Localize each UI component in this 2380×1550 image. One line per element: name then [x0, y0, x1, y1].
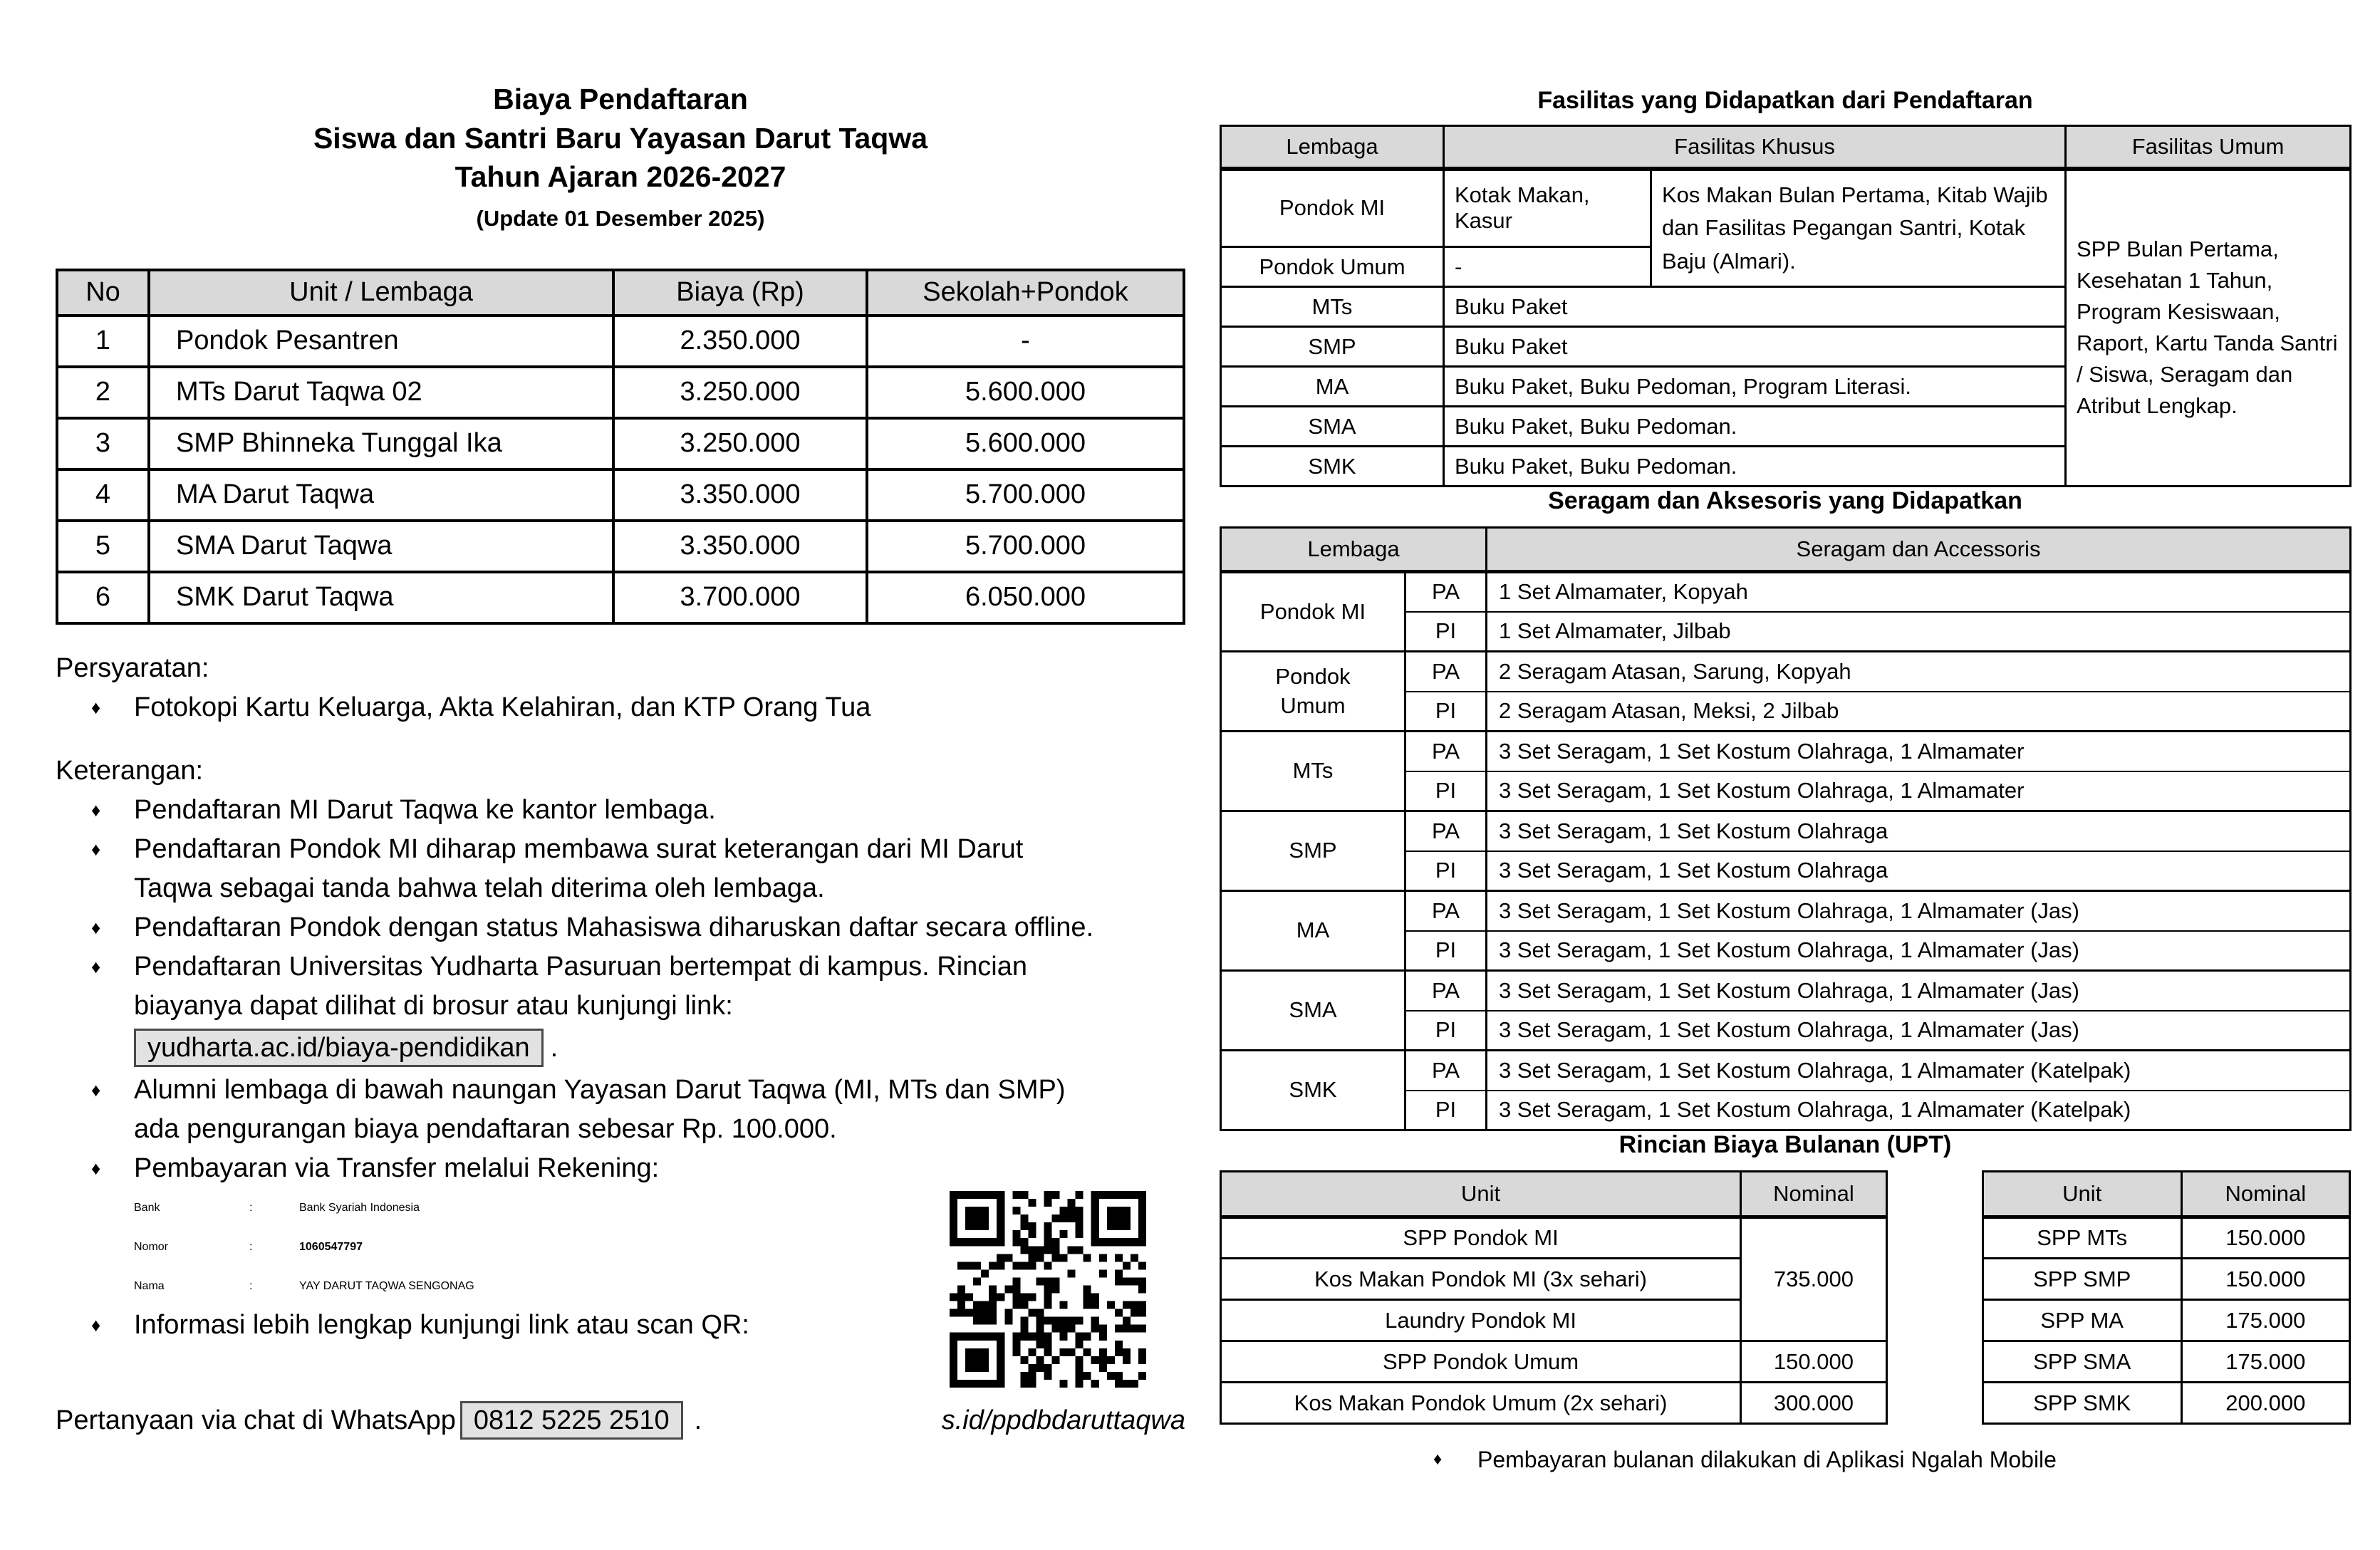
cell-kombo: 5.700.000 — [867, 469, 1184, 521]
cell-lembaga: SMA — [1221, 971, 1405, 1051]
cell-khusus: Kotak Makan, Kasur — [1444, 169, 1651, 247]
table-row — [1221, 971, 2351, 1011]
cell-unit: MA Darut Taqwa — [149, 469, 613, 521]
title-line-2: Siswa dan Santri Baru Yayasan Darut Taqwa — [313, 121, 928, 155]
cell-lembaga: SMA — [1221, 407, 1444, 447]
cell-lembaga: MTs — [1221, 287, 1444, 327]
cell-unit: Laundry Pondok MI — [1221, 1300, 1741, 1341]
cell-nominal: 175.000 — [2181, 1341, 2349, 1383]
fee-header-unit: Unit / Lembaga — [149, 270, 613, 316]
cell-pi: PI — [1405, 771, 1487, 811]
table-row — [57, 418, 1184, 469]
table-row — [1983, 1259, 2349, 1300]
uniforms-header-row — [1221, 528, 2351, 572]
punctuation: . — [694, 1405, 702, 1435]
cell-khusus: - — [1444, 247, 1651, 287]
table-row — [1221, 811, 2351, 851]
fac-header-lembaga: Lembaga — [1221, 126, 1444, 169]
title-line-1: Biaya Pendaftaran — [493, 83, 748, 115]
table-row — [1221, 732, 2351, 771]
cell-kombo: 5.600.000 — [867, 418, 1184, 469]
update-line: (Update 01 Desember 2025) — [476, 205, 765, 231]
cell-lembaga: Pondok MI — [1221, 169, 1444, 247]
cell-khusus-merged: Kos Makan Bulan Pertama, Kitab Wajib dan Fasilitas Pegangan Santri, Kotak Baju (Almari). — [1651, 169, 2066, 287]
cell-unit: SMP Bhinneka Tunggal Ika — [149, 418, 613, 469]
fac-header-umum: Fasilitas Umum — [2066, 126, 2351, 169]
title-line-3: Tahun Ajaran 2026-2027 — [454, 160, 786, 194]
fee-header-biaya: Biaya (Rp) — [613, 270, 867, 316]
cell-nominal: 300.000 — [1741, 1383, 1887, 1424]
cell-lembaga: MA — [1221, 367, 1444, 407]
uniforms-table — [1220, 526, 2352, 1131]
page-title — [56, 80, 1185, 233]
colon: : — [249, 1240, 253, 1253]
bank-label: Bank — [134, 1201, 160, 1214]
colon: : — [249, 1279, 253, 1292]
table-row — [1983, 1341, 2349, 1383]
cell-lembaga: SMP — [1221, 811, 1405, 891]
table-row — [1221, 1341, 1887, 1383]
cell-pa: PA — [1405, 811, 1487, 851]
monthly-left-header-row — [1221, 1172, 1887, 1217]
table-row — [1983, 1300, 2349, 1341]
table-row — [1221, 1383, 1887, 1424]
diamond-bullet-icon: ♦ — [1433, 1450, 1443, 1469]
cell-pa: PA — [1405, 891, 1487, 931]
cell-items: 1 Set Almamater, Jilbab — [1487, 612, 2351, 652]
whatsapp-line — [56, 1401, 702, 1440]
list-item — [56, 688, 1103, 727]
cell-unit: SMK Darut Taqwa — [149, 572, 613, 623]
cell-lembaga: MTs — [1221, 732, 1405, 811]
table-row — [57, 521, 1184, 572]
fee-header-no: No — [57, 270, 149, 316]
cell-nominal: 150.000 — [2181, 1217, 2349, 1259]
facilities-header-row — [1221, 126, 2351, 169]
list-item-text: Fotokopi Kartu Keluarga, Akta Kelahiran, dan KTP Orang Tua — [134, 692, 871, 722]
info-list — [56, 1306, 1103, 1345]
cell-no: 1 — [57, 316, 149, 367]
whatsapp-number[interactable]: 0812 5225 2510 — [460, 1401, 683, 1440]
list-item — [56, 947, 1103, 1068]
whatsapp-prefix: Pertanyaan via chat di WhatsApp — [56, 1405, 456, 1435]
cell-no: 4 — [57, 469, 149, 521]
diamond-bullet-icon: ♦ — [91, 1078, 101, 1101]
cell-items: 3 Set Seragam, 1 Set Kostum Olahraga — [1487, 811, 2351, 851]
monthly-tables — [1220, 1170, 2351, 1425]
cell-items: 3 Set Seragam, 1 Set Kostum Olahraga — [1487, 851, 2351, 891]
table-row — [1983, 1383, 2349, 1424]
qr-caption-link[interactable]: s.id/ppdbdaruttaqwa — [941, 1405, 1185, 1435]
cell-khusus: Buku Paket, Buku Pedoman. — [1444, 407, 2066, 447]
cell-biaya: 2.350.000 — [613, 316, 867, 367]
cell-biaya: 3.700.000 — [613, 572, 867, 623]
cell-items: 1 Set Almamater, Kopyah — [1487, 572, 2351, 612]
cell-items: 3 Set Seragam, 1 Set Kostum Olahraga, 1 Almamater (Jas) — [1487, 1011, 2351, 1051]
table-row — [1221, 169, 2351, 247]
table-row — [1221, 1051, 2351, 1091]
cell-nominal: 150.000 — [1741, 1341, 1887, 1383]
diamond-bullet-icon: ♦ — [91, 799, 101, 821]
diamond-bullet-icon: ♦ — [91, 1314, 101, 1336]
cell-pi: PI — [1405, 931, 1487, 971]
registration-fee-table — [56, 269, 1185, 625]
table-row — [57, 572, 1184, 623]
cell-lembaga: Pondok MI — [1221, 572, 1405, 652]
cell-khusus: Buku Paket, Buku Pedoman. — [1444, 447, 2066, 487]
diamond-bullet-icon: ♦ — [91, 838, 101, 860]
account-number-value: 1060547797 — [299, 1240, 363, 1253]
bank-name-value: Bank Syariah Indonesia — [299, 1201, 420, 1214]
keterangan-list — [56, 791, 1103, 1188]
fac-header-khusus: Fasilitas Khusus — [1444, 126, 2066, 169]
bank-label: Nama — [134, 1279, 165, 1292]
cell-items: 3 Set Seragam, 1 Set Kostum Olahraga, 1 Almamater (Katelpak) — [1487, 1051, 2351, 1091]
list-item — [56, 830, 1103, 908]
list-item — [56, 908, 1103, 947]
diamond-bullet-icon: ♦ — [91, 916, 101, 938]
table-row — [1983, 1217, 2349, 1259]
list-item — [56, 1306, 1103, 1345]
cell-lembaga: SMP — [1221, 327, 1444, 367]
list-item-text: Pendaftaran Pondok dengan status Mahasiswa diharuskan daftar secara offline. — [134, 912, 1094, 942]
list-item-text: Informasi lebih lengkap kunjungi link atau scan QR: — [134, 1309, 749, 1340]
keterangan-heading: Keterangan: — [56, 755, 204, 786]
uniforms-title: Seragam dan Aksesoris yang Didapatkan — [1548, 487, 2022, 514]
facilities-title: Fasilitas yang Didapatkan dari Pendaftaran — [1537, 87, 2033, 114]
cell-pi: PI — [1405, 612, 1487, 652]
monthly-right-header-row — [1983, 1172, 2349, 1217]
account-holder-value: YAY DARUT TAQWA SENGONAG — [299, 1279, 474, 1292]
cell-items: 3 Set Seragam, 1 Set Kostum Olahraga, 1 Almamater (Katelpak) — [1487, 1091, 2351, 1130]
fee-header-kombo: Sekolah+Pondok — [867, 270, 1184, 316]
cell-pa: PA — [1405, 652, 1487, 692]
list-item-text: Pendaftaran Universitas Yudharta Pasuruan bertempat di kampus. Rincian biayanya dapat dilihat di brosur atau kunjungi link: — [134, 951, 1028, 1021]
cell-biaya: 3.350.000 — [613, 521, 867, 572]
cell-nominal-merged: 735.000 — [1741, 1217, 1887, 1341]
cell-lembaga: SMK — [1221, 447, 1444, 487]
table-row — [57, 316, 1184, 367]
cell-items: 3 Set Seragam, 1 Set Kostum Olahraga, 1 Almamater — [1487, 732, 2351, 771]
left-column — [56, 80, 1185, 1435]
cell-khusus: Buku Paket — [1444, 327, 2066, 367]
table-row — [1221, 572, 2351, 612]
table-row — [1221, 891, 2351, 931]
cell-unit: SPP MTs — [1983, 1217, 2181, 1259]
cell-items: 3 Set Seragam, 1 Set Kostum Olahraga, 1 Almamater (Jas) — [1487, 971, 2351, 1011]
colon: : — [249, 1201, 253, 1214]
link-line — [134, 1029, 1103, 1068]
table-row — [1221, 1217, 1887, 1259]
cell-umum-merged: SPP Bulan Pertama, Kesehatan 1 Tahun, Program Kesiswaan, Raport, Kartu Tanda Santri / Siswa, Seragam dan Atribut Lengkap. — [2066, 169, 2351, 487]
cell-khusus: Buku Paket — [1444, 287, 2066, 327]
monthly-footnote — [1220, 1443, 2351, 1476]
cell-lembaga: SMK — [1221, 1051, 1405, 1130]
list-item — [56, 1149, 1103, 1188]
cell-kombo: 6.050.000 — [867, 572, 1184, 623]
cell-no: 6 — [57, 572, 149, 623]
cell-biaya: 3.250.000 — [613, 418, 867, 469]
cell-nominal: 200.000 — [2181, 1383, 2349, 1424]
cell-pa: PA — [1405, 732, 1487, 771]
cell-unit: SPP MA — [1983, 1300, 2181, 1341]
cell-unit: SMA Darut Taqwa — [149, 521, 613, 572]
cell-items: 2 Seragam Atasan, Sarung, Kopyah — [1487, 652, 2351, 692]
m-header-nominal: Nominal — [1741, 1172, 1887, 1217]
monthly-left-table — [1220, 1170, 1888, 1425]
cell-unit: Kos Makan Pondok Umum (2x sehari) — [1221, 1383, 1741, 1424]
cell-items: 3 Set Seragam, 1 Set Kostum Olahraga, 1 Almamater (Jas) — [1487, 891, 2351, 931]
persyaratan-heading: Persyaratan: — [56, 652, 209, 683]
fee-table-header-row — [57, 270, 1184, 316]
cell-pi: PI — [1405, 851, 1487, 891]
diamond-bullet-icon: ♦ — [91, 1157, 101, 1179]
footnote-text: Pembayaran bulanan dilakukan di Aplikasi Ngalah Mobile — [1477, 1447, 2057, 1472]
yudharta-link[interactable]: yudharta.ac.id/biaya-pendidikan — [134, 1029, 544, 1067]
table-row — [57, 367, 1184, 418]
monthly-right-table — [1982, 1170, 2351, 1425]
cell-items: 2 Seragam Atasan, Meksi, 2 Jilbab — [1487, 692, 2351, 732]
cell-pa: PA — [1405, 572, 1487, 612]
cell-unit: SPP SMP — [1983, 1259, 2181, 1300]
cell-unit: SPP Pondok MI — [1221, 1217, 1741, 1259]
cell-kombo: 5.700.000 — [867, 521, 1184, 572]
list-item-text: Pendaftaran Pondok MI diharap membawa surat keterangan dari MI Darut Taqwa sebagai tanda bahwa telah diterima oleh lembaga. — [134, 833, 1024, 903]
qr-code-svg — [950, 1191, 1146, 1388]
cell-items: 3 Set Seragam, 1 Set Kostum Olahraga, 1 Almamater (Jas) — [1487, 931, 2351, 971]
cell-items: 3 Set Seragam, 1 Set Kostum Olahraga, 1 Almamater — [1487, 771, 2351, 811]
table-row — [1221, 652, 2351, 692]
right-column — [1220, 80, 2351, 1476]
cell-kombo: - — [867, 316, 1184, 367]
list-item-text: Pembayaran via Transfer melalui Rekening: — [134, 1153, 660, 1183]
list-item — [56, 791, 1103, 830]
cell-biaya: 3.250.000 — [613, 367, 867, 418]
cell-unit: SPP SMA — [1983, 1341, 2181, 1383]
cell-lembaga: MA — [1221, 891, 1405, 971]
cell-unit: Kos Makan Pondok MI (3x sehari) — [1221, 1259, 1741, 1300]
diamond-bullet-icon: ♦ — [91, 955, 101, 977]
m-header-unit: Unit — [1221, 1172, 1741, 1217]
cell-unit: MTs Darut Taqwa 02 — [149, 367, 613, 418]
cell-unit: SPP Pondok Umum — [1221, 1341, 1741, 1383]
m-header-nominal: Nominal — [2181, 1172, 2349, 1217]
cell-nominal: 150.000 — [2181, 1259, 2349, 1300]
cell-unit: SPP SMK — [1983, 1383, 2181, 1424]
cell-no: 3 — [57, 418, 149, 469]
facilities-table — [1220, 125, 2352, 487]
m-header-unit: Unit — [1983, 1172, 2181, 1217]
cell-pa: PA — [1405, 1051, 1487, 1091]
list-item-text: Pendaftaran MI Darut Taqwa ke kantor lembaga. — [134, 794, 716, 825]
cell-khusus: Buku Paket, Buku Pedoman, Program Literasi. — [1444, 367, 2066, 407]
bank-label: Nomor — [134, 1240, 169, 1253]
cell-kombo: 5.600.000 — [867, 367, 1184, 418]
punctuation: . — [550, 1032, 558, 1063]
table-row — [57, 469, 1184, 521]
cell-biaya: 3.350.000 — [613, 469, 867, 521]
list-item — [56, 1071, 1103, 1149]
diamond-bullet-icon: ♦ — [91, 696, 101, 718]
cell-pi: PI — [1405, 692, 1487, 732]
uni-header-lembaga: Lembaga — [1221, 528, 1487, 572]
cell-pi: PI — [1405, 1091, 1487, 1130]
cell-no: 5 — [57, 521, 149, 572]
cell-pa: PA — [1405, 971, 1487, 1011]
cell-pi: PI — [1405, 1011, 1487, 1051]
list-item-text: Alumni lembaga di bawah naungan Yayasan Darut Taqwa (MI, MTs dan SMP) ada pengurangan biaya pendaftaran sebesar Rp. 100.000. — [134, 1074, 1066, 1144]
persyaratan-list — [56, 688, 1103, 727]
footer-row — [56, 1401, 1185, 1440]
cell-no: 2 — [57, 367, 149, 418]
uni-header-seragam: Seragam dan Accessoris — [1487, 528, 2351, 572]
cell-lembaga: Pondok Umum — [1221, 247, 1444, 287]
cell-unit: Pondok Pesantren — [149, 316, 613, 367]
cell-nominal: 175.000 — [2181, 1300, 2349, 1341]
cell-lembaga: Pondok Umum — [1221, 652, 1405, 732]
monthly-title: Rincian Biaya Bulanan (UPT) — [1618, 1131, 1952, 1158]
qr-code-image — [950, 1191, 1146, 1388]
